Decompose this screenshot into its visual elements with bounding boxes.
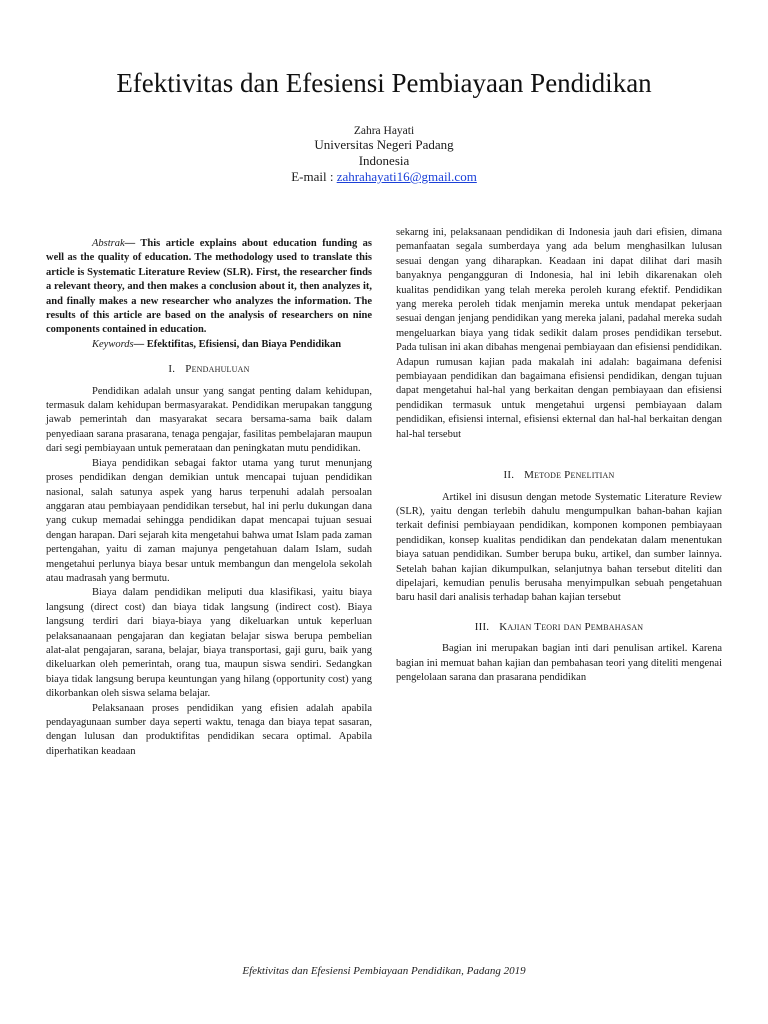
university-name: Universitas Negeri Padang — [314, 137, 454, 152]
abstract-text: This article explains about education funding as well as the quality of education. The methodology used to translate this article is Systematic Literature Review (SLR). First, the researcher finds a relevant theory, and then makes a conclusion about it, then analyzes it, and finally makes a new researcher who analyzes the information. The results of this article are based on the analysis of researchers on nine components contained in education. — [46, 238, 372, 336]
section-number: III. — [474, 620, 490, 633]
author-name: Zahra Hayati — [353, 125, 415, 137]
abstract-label: Abstrak — [92, 238, 125, 249]
paragraph-continuation: sekarng ini, pelaksanaan pendidikan di Indonesia jauh dari efisien, dimana pemanfaatan segala sumberdaya yang ada belum menghasilkan lulusan sesuai dengan yang diharapkan. Keadaan ini dapat dilihat dari masih banyaknya pengangguran di Indonesia, hal ini lebih dikarenakan oleh kualitas pendidikan yang telah mereka peroleh kurang efektif. Pendidikan yang mereka peroleh tidak menjamin mereka untuk mendapat pekerjaan sesuai dengan jenjang pendidikan yang mereka jalani, padahal mereka sudah mengeluarkan biaya yang tidak sedikit dalam proses pendidikan tersebut. Pada tulisan ini akan dibahas mengenai pembiayaan dan efisiensi pendidikan. Adapun rumusan kajian pada makalah ini adalah: bagaimana defenisi pembiayaan pendidikan dan bagaimana efisiensi pendidikan, dengan tujuan dapat mengetahui hal-hal yang berkaitan dengan pembiayaan dan efisiensi pendidikan termasuk untuk mengetahui urgensi pembiayaan dalam pendidikan, efisiensi internal, efisiensi ekternal dan hal-hal berkaitan dengan hal-hal tersebut — [396, 227, 722, 440]
section-heading-1 — [46, 362, 372, 376]
paragraph: Pendidikan adalah unsur yang sangat penting dalam kehidupan, termasuk dalam kehidupan bermasyarakat. Pendidikan merupakan tanggung jawab pemerintah dan masyarakat secara bersama-sama baik dalam penyediaan sarana prasarana, tenaga pengajar, fasilitas pembelajaran maupun dari segi pembiayaan untuk pemerataan dan peningkatan mutu pendidikan. — [46, 385, 372, 455]
paragraph: Artikel ini disusun dengan metode Systematic Literature Review (SLR), yaitu dengan terlebih dahulu mengumpulkan bahan-bahan kajian terkait definisi pembiayaan pendidikan, komponen komponen pembiayaan pendidikan, konsep kualitas pendidikan dan pendekatan dalam menentukan biaya satuan pendidikan. Sumber berupa buku, artikel, dan sumber lainnya. Setelah bahan kajian dikumpulkan, selanjutnya bahan tersebut diteliti dan dipelajari, kemudian penulis berusaha menyimpulkan sebuah pengetahuan baru hasil dari analisis terhadap bahan kajian tersebut — [396, 491, 722, 604]
email-label: E-mail : — [291, 169, 337, 184]
email-line — [0, 169, 768, 184]
paper-title: Efektivitas dan Efesiensi Pembiayaan Pendidikan — [116, 68, 652, 98]
section-heading-2 — [396, 468, 722, 482]
abstract — [46, 237, 372, 338]
keywords — [46, 338, 372, 352]
right-column — [396, 226, 722, 685]
paragraph: Biaya pendidikan sebagai faktor utama yang turut menunjang proses pendidikan dengan demikian untuk mencapai tujuan pendidikan nasional, salah satunya aspek yang harus terpenuhi adalah persoalan anggaran atau pembiayaan pendidikan tersebut, hal ini perlu dukungan dana yang cukup memadai sehingga pendidikan dapat mencapai tujuan sesuai dengan harapan. Dari sejarah kita mengetahui bahwa umat Islam pada zaman pertengahan, yaitu di zaman majunya pengetahuan dalam Islam, sudah mengetahui perlunya biaya besar untuk membangun dan mengelola sekolah atau madrasah yang bermutu. — [46, 457, 372, 584]
paragraph: Biaya dalam pendidikan meliputi dua klasifikasi, yaitu biaya langsung (direct cost) dan biaya tidak langsung (indirect cost). Biaya langsung terdiri dari biaya-biaya yang dikeluarkan untuk keperluan pelaksanaanaan pengajaran dan kegiatan belajar siswa berupa pembelian alat-alat pengajaran, sarana, belajar, biaya transportasi, gaji guru, baik yang dikeluarkan oleh pemerintah, orang tua, maupun siswa sendiri. Sedangkan biaya tidak langsung berupa keuntungan yang hilang (opportunity cost) yang dikorbankan oleh siswa selama belajar. — [46, 587, 372, 700]
email-link[interactable]: zahrahayati16@gmail.com — [336, 169, 477, 184]
section-title: Pendahuluan — [185, 363, 250, 376]
section-number: II. — [503, 469, 515, 482]
keywords-text: Efektifitas, Efisiensi, dan Biaya Pendidikan — [146, 338, 342, 350]
left-column — [46, 237, 372, 759]
section-heading-3 — [396, 620, 722, 634]
page-footer: Efektivitas dan Efesiensi Pembiayaan Pendidikan, Padang 2019 — [242, 965, 526, 977]
author-affiliation — [0, 137, 768, 168]
section-number: I. — [168, 363, 176, 376]
section-title: Metode Penelitian — [524, 469, 615, 482]
paragraph: Pelaksanaan proses pendidikan yang efisien adalah apabila pendayagunaan sumber daya seperti waktu, tenaga dan biaya tepat sasaran, dengan lulusan dan produktifitas pendidikan secara optimal. Apabila diperhatikan keadaan — [46, 702, 372, 757]
keywords-dash: — — [133, 338, 147, 350]
section-title: Kajian Teori dan Pembahasan — [499, 620, 644, 633]
keywords-label: Keywords — [92, 338, 134, 350]
country-name: Indonesia — [358, 152, 410, 168]
paragraph: Bagian ini merupakan bagian inti dari penulisan artikel. Karena bagian ini memuat bahan kajian dan pembahasan teori yang diteliti mengenai pengelolaan sarana dan prasarana pendidikan — [396, 643, 722, 683]
abstract-dash: — — [124, 238, 141, 249]
